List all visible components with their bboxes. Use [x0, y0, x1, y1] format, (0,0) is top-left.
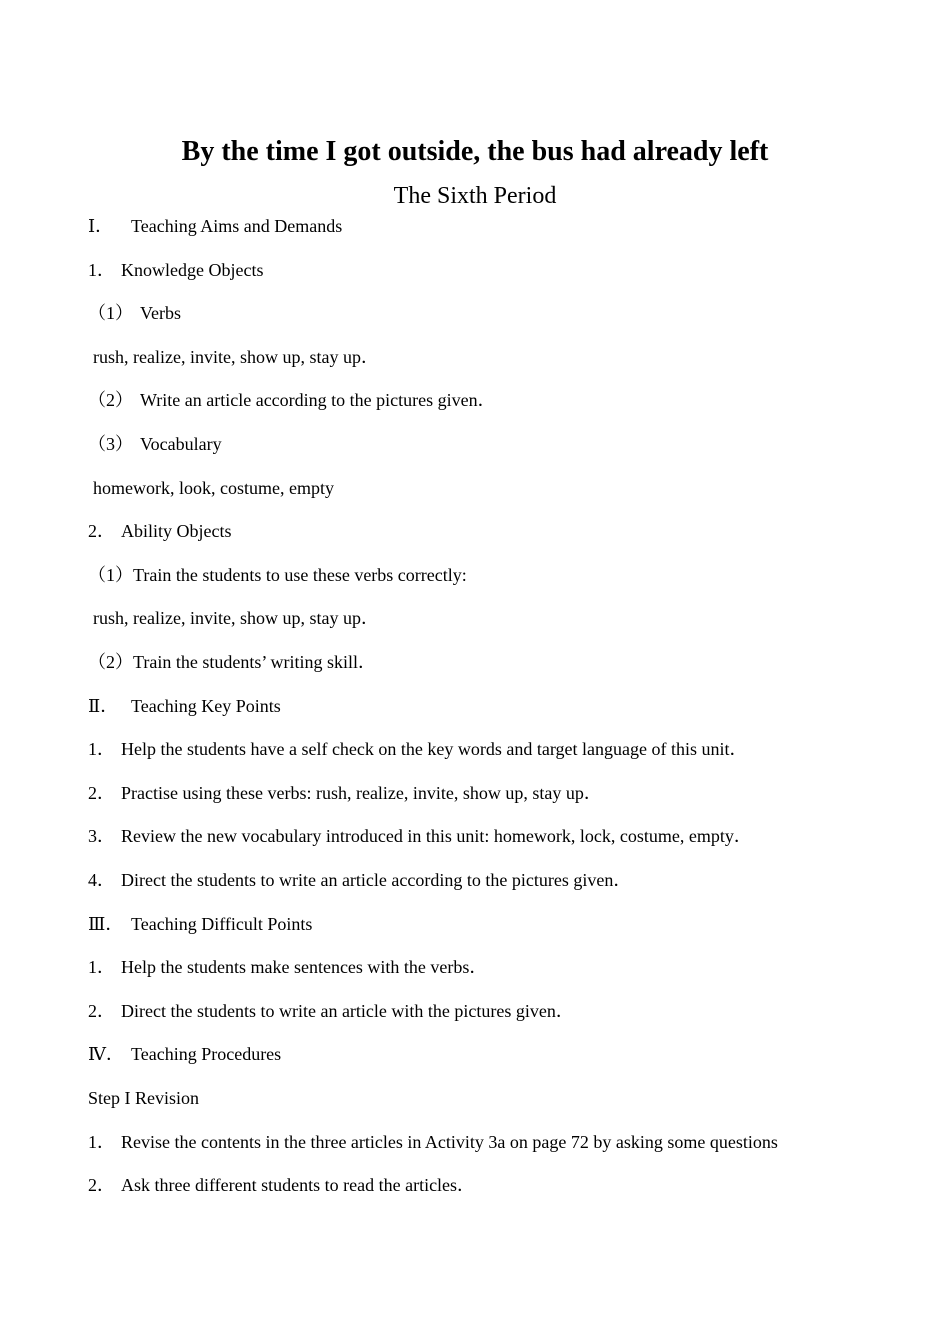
step-heading: Step I Revision: [88, 1088, 199, 1108]
section-heading-difficult-points: [88, 912, 312, 936]
list-item: [88, 824, 752, 848]
item-marker: （1）: [88, 565, 133, 585]
document-title: By the time I got outside, the bus had already left: [181, 136, 769, 167]
item-marker: 2．: [88, 1175, 115, 1195]
item-marker: 1．: [88, 1132, 115, 1152]
list-item: [88, 519, 232, 543]
item-marker: 1．: [88, 957, 115, 977]
list-item: [88, 955, 487, 979]
section-heading-text: Teaching Difficult Points: [131, 914, 313, 934]
item-marker: 2．: [88, 521, 115, 541]
item-text: Train the students to use these verbs correctly:: [133, 565, 467, 585]
item-marker: 1．: [88, 260, 115, 280]
item-text: Practise using these verbs: rush, realize, invite, show up, stay up．: [121, 783, 602, 803]
item-text: Verbs: [140, 303, 181, 323]
item-text: Direct the students to write an article according to the pictures given．: [121, 870, 632, 890]
item-marker: 2．: [88, 1001, 115, 1021]
item-text: Train the students’ writing skill．: [133, 652, 376, 672]
list-item: [88, 388, 496, 412]
item-marker: 4．: [88, 870, 115, 890]
list-item: [88, 258, 263, 282]
item-text: Help the students make sentences with the verbs．: [121, 957, 488, 977]
paragraph-line: rush, realize, invite, show up, stay up．: [93, 608, 379, 628]
item-text: Write an article according to the pictures given．: [140, 390, 496, 410]
section-marker: Ⅳ．: [88, 1044, 124, 1064]
list-item: [88, 1130, 778, 1154]
section-heading-procedures: [88, 1042, 281, 1066]
item-marker: （1）: [88, 303, 133, 323]
item-marker: （3）: [88, 434, 133, 454]
section-heading-text: Teaching Procedures: [131, 1044, 282, 1064]
section-marker: Ⅱ．: [88, 696, 119, 716]
section-marker: Ⅰ．: [88, 216, 114, 236]
list-item: [88, 999, 574, 1023]
list-item: [88, 432, 222, 456]
list-item: [88, 650, 376, 674]
section-heading-key-points: [88, 694, 281, 718]
section-heading-text: Teaching Aims and Demands: [131, 216, 343, 236]
item-text: Revise the contents in the three articles in Activity 3a on page 72 by asking some questions: [121, 1132, 778, 1152]
section-heading-aims: [88, 214, 342, 238]
item-marker: （2）: [88, 652, 133, 672]
list-item: [88, 868, 631, 892]
item-marker: （2）: [88, 390, 133, 410]
item-text: Knowledge Objects: [121, 260, 264, 280]
list-item: [88, 563, 467, 587]
paragraph-line: rush, realize, invite, show up, stay up．: [93, 347, 379, 367]
list-item: [88, 781, 602, 805]
item-text: Review the new vocabulary introduced in this unit: homework, lock, costume, empty．: [121, 826, 752, 846]
item-text: Help the students have a self check on the key words and target language of this unit．: [121, 739, 748, 759]
list-item: [88, 1173, 475, 1197]
section-heading-text: Teaching Key Points: [131, 696, 281, 716]
item-text: Ability Objects: [121, 521, 232, 541]
item-text: Direct the students to write an article with the pictures given．: [121, 1001, 574, 1021]
item-marker: 1．: [88, 739, 115, 759]
document-subtitle: The Sixth Period: [393, 183, 557, 209]
item-text: Ask three different students to read the articles．: [121, 1175, 476, 1195]
paragraph-line: homework, look, costume, empty: [93, 478, 334, 498]
item-marker: 2．: [88, 783, 115, 803]
list-item: [88, 737, 748, 761]
list-item: [88, 301, 181, 325]
item-text: Vocabulary: [140, 434, 222, 454]
section-marker: Ⅲ．: [88, 914, 124, 934]
item-marker: 3．: [88, 826, 115, 846]
